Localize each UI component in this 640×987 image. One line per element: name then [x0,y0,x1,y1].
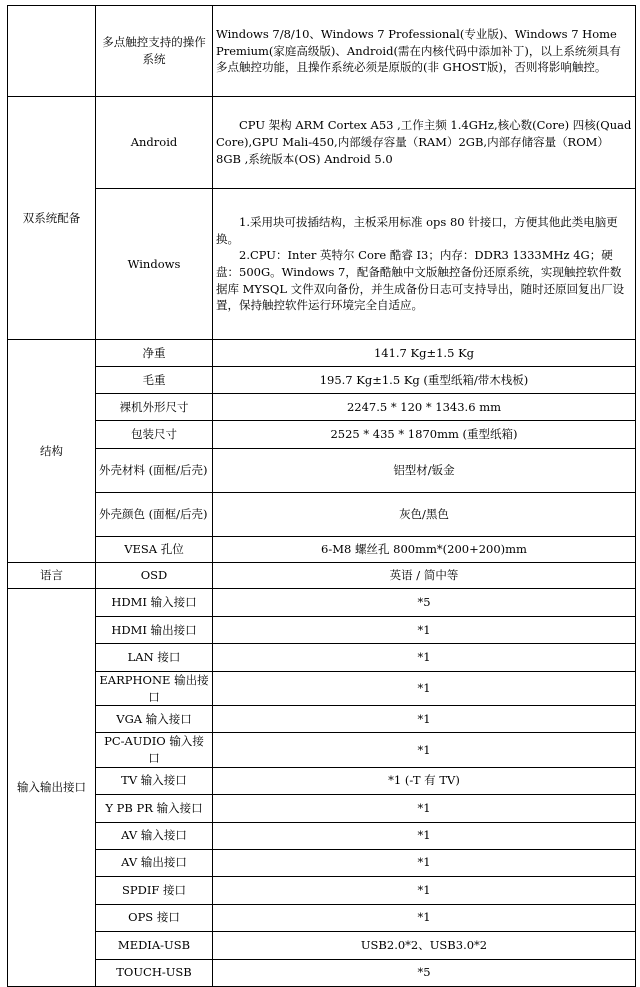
io-item-label: SPDIF 接口 [96,876,213,904]
structure-item-label: 外壳颜色 (面框/后壳) [96,493,213,537]
windows-paragraph-2: 2.CPU：Inter 英特尔 Core 酷睿 I3；内存：DDR3 1333MHz 4G；硬盘：500G。Windows 7，配备酷触中文版触控备份还原系统，实现触控软件数据库 MYSQL 文件双向备份，并生成备份日志可支持导出，随时还原回复出厂设置，保持触控软件运行环境完全自适应。 [216,248,625,313]
structure-row [8,367,636,394]
structure-item-label: 毛重 [96,367,213,394]
io-item-label: MEDIA-USB [96,931,213,959]
io-row [8,959,636,986]
windows-row [8,189,636,340]
structure-item-value: 195.7 Kg±1.5 Kg (重型纸箱/带木栈板) [213,367,636,394]
io-item-value: *1 [213,644,636,672]
android-row [8,97,636,189]
multitouch-os-text: Windows 7/8/10、Windows 7 Professional(专业版)、Windows 7 Home Premium(家庭高级版)、Android(需在内核代码中添加补丁)，以上系统须具有多点触控功能，且操作系统必须是原版的(非 GHOST版)，否则将影响触控。 [213,6,636,97]
structure-row [8,449,636,493]
io-item-label: OPS 接口 [96,904,213,931]
io-row [8,617,636,644]
structure-item-label: 外壳材料 (面框/后壳) [96,449,213,493]
io-item-value: *5 [213,589,636,617]
io-row [8,931,636,959]
io-item-label: AV 输入接口 [96,822,213,849]
io-item-value: *1 [213,733,636,767]
io-row [8,876,636,904]
structure-row [8,394,636,421]
io-item-label: EARPHONE 输出接口 [96,672,213,706]
io-item-value: *1 (-T 有 TV) [213,767,636,794]
multitouch-os-label: 多点触控支持的操作系统 [96,6,213,97]
structure-row [8,493,636,537]
android-paragraph: CPU 架构 ARM Cortex A53 ,工作主频 1.4GHz,核心数(Core) 四核(Quad Core),GPU Mali-450,内部缓存容量（RAM）2GB,内部存储容量（ROM）8GB ,系统版本(OS) Android 5.0 [216,118,632,166]
io-item-value: *1 [213,706,636,733]
structure-item-value: 铝型材/钣金 [213,449,636,493]
structure-item-label: 净重 [96,340,213,367]
io-row [8,589,636,617]
io-item-label: HDMI 输入接口 [96,589,213,617]
structure-item-value: 灰色/黑色 [213,493,636,537]
io-item-label: TOUCH-USB [96,959,213,986]
io-item-value: *1 [213,876,636,904]
io-item-value: *1 [213,849,636,876]
structure-item-label: VESA 孔位 [96,537,213,563]
structure-item-value: 2247.5 * 120 * 1343.6 mm [213,394,636,421]
io-item-label: PC-AUDIO 输入接口 [96,733,213,767]
structure-label: 结构 [8,340,96,563]
io-item-value: *5 [213,959,636,986]
structure-row [8,340,636,367]
io-item-label: LAN 接口 [96,644,213,672]
io-label: 输入输出接口 [8,589,96,987]
structure-item-value: 2525 * 435 * 1870mm (重型纸箱) [213,421,636,449]
io-item-label: AV 输出接口 [96,849,213,876]
io-item-value: *1 [213,617,636,644]
io-row [8,706,636,733]
io-item-label: TV 输入接口 [96,767,213,794]
io-row [8,794,636,822]
spec-table [7,5,636,987]
structure-item-value: 141.7 Kg±1.5 Kg [213,340,636,367]
io-item-label: Y PB PR 输入接口 [96,794,213,822]
structure-row [8,537,636,563]
structure-item-label: 裸机外形尺寸 [96,394,213,421]
structure-item-value: 6-M8 螺丝孔 800mm*(200+200)mm [213,537,636,563]
io-item-value: *1 [213,904,636,931]
dual-system-label: 双系统配备 [8,97,96,340]
io-row [8,733,636,767]
io-row [8,672,636,706]
empty-cell [8,6,96,97]
windows-label: Windows [96,189,213,340]
windows-text [213,189,636,340]
io-item-value: USB2.0*2、USB3.0*2 [213,931,636,959]
android-text [213,97,636,189]
io-item-label: HDMI 输出接口 [96,617,213,644]
io-item-value: *1 [213,794,636,822]
io-row [8,904,636,931]
language-label: 语言 [8,563,96,589]
structure-row [8,421,636,449]
multitouch-os-row [8,6,636,97]
io-row [8,849,636,876]
language-value: 英语 / 简中等 [213,563,636,589]
io-row [8,822,636,849]
android-label: Android [96,97,213,189]
language-row [8,563,636,589]
io-item-value: *1 [213,822,636,849]
structure-item-label: 包装尺寸 [96,421,213,449]
io-item-label: VGA 输入接口 [96,706,213,733]
io-item-value: *1 [213,672,636,706]
io-row [8,767,636,794]
io-row [8,644,636,672]
language-sub-label: OSD [96,563,213,589]
windows-paragraph-1: 1.采用块可拔插结构，主板采用标准 ops 80 针接口，方便其他此类电脑更换。 [216,214,618,246]
